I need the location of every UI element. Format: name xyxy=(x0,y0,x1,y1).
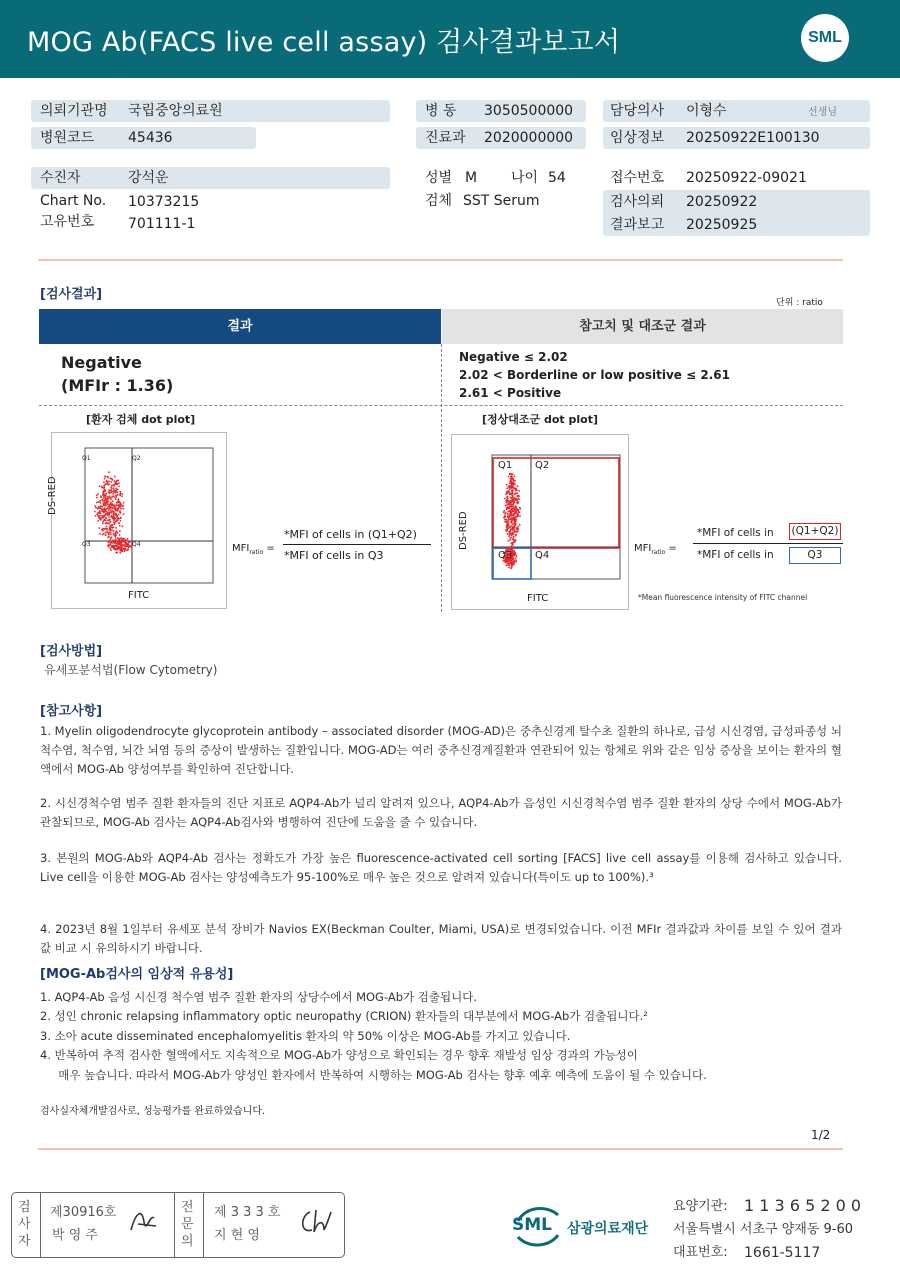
result-column-header: 결과 xyxy=(39,309,441,344)
reference-line-2: 2.02 < Borderline or low positive ≤ 2.61 xyxy=(459,368,730,382)
ward-label: 병 동 xyxy=(425,103,457,119)
divider-bottom xyxy=(38,1148,843,1150)
specialist-name: 지 현 영 xyxy=(214,1228,260,1243)
note-item-1: 1. Myelin oligodendrocyte glycoprotein antibody – associated disorder (MOG-AD)은 중추신경계 탈수초 질환의 하나로, 급성 시신경염, 급성파종성 뇌척수염, 척수염, 뇌간 뇌염 등의 증상이 발생하는 질환입니다. MOG-AD는 여러 중추신경계질환과 연관되어 있는 항체로 위와 같은 임상 증상을 보이는 환자의 혈액에서 MOG-Ab 양성여부를 확인하여 진단합니다. xyxy=(40,724,842,776)
inspector-label: 검사자 xyxy=(18,1200,31,1249)
sig-divider-2 xyxy=(174,1192,175,1258)
method-title: [검사방법] xyxy=(40,644,103,659)
specialist-label: 전문의 xyxy=(181,1200,194,1249)
foundation-name: 삼광의료재단 xyxy=(567,1221,649,1237)
formula-numerator-box: (Q1+Q2) xyxy=(789,523,841,540)
control-x-axis: FITC xyxy=(527,593,549,604)
signature-box xyxy=(11,1192,345,1258)
results-title: [검사결과] xyxy=(40,287,103,302)
footer-logo-text: SML xyxy=(512,1215,552,1235)
sig-divider-3 xyxy=(203,1192,204,1258)
sex-value: M xyxy=(465,170,478,186)
report-title: MOG Ab(FACS live cell assay) 검사결과보고서 xyxy=(27,27,621,58)
doctor-suffix: 선생님 xyxy=(808,107,837,118)
org-label: 요양기관: xyxy=(673,1199,728,1214)
result-value: Negative xyxy=(61,353,142,372)
control-q3: Q3 xyxy=(498,550,513,561)
validation-note: 검사실자체개발검사로, 성능평가를 완료하였습니다. xyxy=(40,1106,266,1117)
report-header xyxy=(0,0,900,78)
specimen-value: SST Serum xyxy=(463,193,540,209)
uid-label: 고유번호 xyxy=(40,214,95,230)
notes-title: [참고사항] xyxy=(40,704,103,719)
formula-denominator-right: *MFI of cells in xyxy=(697,549,774,561)
control-q4: Q4 xyxy=(535,550,550,561)
reference-line-1: Negative ≤ 2.02 xyxy=(459,350,568,364)
inspector-name: 박 영 주 xyxy=(52,1228,98,1243)
control-q1: Q1 xyxy=(498,460,513,471)
sig-divider-1 xyxy=(40,1192,41,1258)
name-label: 수진자 xyxy=(40,170,81,186)
specialist-signature xyxy=(296,1206,332,1238)
hospital-label: 의뢰기관명 xyxy=(40,103,108,119)
formula-line-left xyxy=(283,544,431,545)
inspector-signature xyxy=(128,1204,162,1238)
dept-value: 2020000000 xyxy=(484,130,574,146)
page-number: 1/2 xyxy=(811,1128,831,1142)
doctor-label: 담당의사 xyxy=(610,103,665,119)
patient-q2: Q2 xyxy=(132,455,141,462)
formula-denominator-box: Q3 xyxy=(789,547,841,564)
name-value: 강석운 xyxy=(128,170,169,186)
reference-line-3: 2.61 < Positive xyxy=(459,386,562,400)
request-value: 20250922 xyxy=(686,194,758,210)
patient-y-axis: DS-RED xyxy=(47,476,58,515)
request-label: 검사의뢰 xyxy=(610,194,665,210)
specialist-number: 제 3 3 3 호 xyxy=(214,1205,281,1220)
clinical-use-item-4b: 매우 높습니다. 따라서 MOG-Ab가 양성인 환자에서 반복하여 시행하는 MOG-Ab 검사는 향후 예후 예측에 도움이 될 수 있습니다. xyxy=(40,1068,707,1082)
results-vertical-divider xyxy=(441,344,442,612)
formula-line-right xyxy=(693,543,843,544)
dept-label: 진료과 xyxy=(425,130,466,146)
reference-column-header: 참고치 및 대조군 결과 xyxy=(442,309,843,344)
clinical-use-item-3: 3. 소아 acute disseminated encephalomyelitis 환자의 약 50% 이상은 MOG-Ab를 가지고 있습니다. xyxy=(40,1029,571,1043)
note-item-3: 3. 본원의 MOG-Ab와 AQP4-Ab 검사는 정확도가 가장 높은 fluorescence-activated cell sorting [FACS] live cell assay를 이용해 검사하고 있습니다. Live cell을 이용한 MOG-Ab 검사는 양성예측도가 95-100%로 매우 높은 것으로 알려져 있습니다(특이도 up to 100%).³ xyxy=(40,851,842,884)
note-item-4: 4. 2023년 8월 1일부터 유세포 분석 장비가 Navios EX(Beckman Coulter, Miami, USA)로 변경되었습니다. 이전 MFIr 결과값과 차이를 보일 수 있어 결과값 비교 시 유의하시기 바랍니다. xyxy=(40,922,842,955)
specimen-label: 검체 xyxy=(425,193,453,209)
ward-value: 3050500000 xyxy=(484,103,574,119)
control-q2: Q2 xyxy=(535,460,550,471)
control-plot-title: [정상대조군 dot plot] xyxy=(482,413,598,426)
receipt-value: 20250922-09021 xyxy=(686,170,807,186)
code-value: 45436 xyxy=(128,130,173,146)
age-value: 54 xyxy=(548,170,566,186)
divider-top xyxy=(38,259,843,261)
control-y-axis: DS-RED xyxy=(458,511,469,550)
clinical-label: 임상정보 xyxy=(610,130,665,146)
report-value: 20250925 xyxy=(686,217,758,233)
hospital-value: 국립중앙의료원 xyxy=(128,103,223,119)
chart-label: Chart No. xyxy=(40,193,107,209)
doctor-value: 이형수 xyxy=(686,103,727,119)
mfi-label-right: $MFI_{ratio}$ = xyxy=(634,543,677,556)
age-label: 나이 xyxy=(511,170,539,186)
patient-plot-title: [환자 검체 dot plot] xyxy=(86,413,196,426)
mfi-label-left: $MFI_{ratio}$ = xyxy=(232,543,275,556)
patient-x-axis: FITC xyxy=(128,590,150,601)
phone-label: 대표번호: xyxy=(673,1245,728,1260)
sex-label: 성별 xyxy=(425,170,453,186)
mfi-footnote: *Mean fluorescence intensity of FITC channel xyxy=(638,593,808,602)
name-row xyxy=(31,167,390,189)
unit-label: 단위 : ratio xyxy=(776,298,823,308)
result-mfi: (MFIr : 1.36) xyxy=(61,376,174,395)
patient-q4: Q4 xyxy=(132,541,141,548)
clinical-use-item-1: 1. AQP4-Ab 음성 시신경 척수염 범주 질환 환자의 상당수에서 MOG-Ab가 검출됩니다. xyxy=(40,990,477,1004)
clinical-use-item-2: 2. 성인 chronic relapsing inflammatory optic neuropathy (CRION) 환자들의 대부분에서 MOG-Ab가 검출됩니다.² xyxy=(40,1009,648,1023)
clinical-use-title: [MOG-Ab검사의 임상적 유용성] xyxy=(40,967,234,982)
org-number: 1 1 3 6 5 2 0 0 xyxy=(744,1196,862,1215)
note-item-2: 2. 시신경척수염 범주 질환 환자들의 진단 지표로 AQP4-Ab가 널리 알려져 있으나, AQP4-Ab가 음성인 시신경척수염 범주 질환 환자의 상당 수에서 MOG-Ab가 관찰되므로, MOG-Ab 검사는 AQP4-Ab검사와 병행하여 진단에 도움을 줄 수 있습니다. xyxy=(40,796,842,829)
code-label: 병원코드 xyxy=(40,130,95,146)
formula-numerator-left: *MFI of cells in (Q1+Q2) xyxy=(284,528,417,541)
patient-q3: Q3 xyxy=(82,541,91,548)
receipt-label: 접수번호 xyxy=(610,170,665,186)
method-text: 유세포분석법(Flow Cytometry) xyxy=(44,663,218,677)
formula-numerator-right: *MFI of cells in xyxy=(697,527,774,539)
formula-denominator-left: *MFI of cells in Q3 xyxy=(284,549,384,562)
inspector-number: 제30916호 xyxy=(50,1205,117,1220)
chart-value: 10373215 xyxy=(128,194,200,210)
patient-q1: Q1 xyxy=(82,455,91,462)
uid-value: 701111-1 xyxy=(128,216,196,232)
phone-number: 1661-5117 xyxy=(744,1245,821,1261)
sml-logo: SML xyxy=(801,14,849,62)
clinical-value: 20250922E100130 xyxy=(686,130,820,146)
report-label: 결과보고 xyxy=(610,217,665,233)
clinical-use-item-4a: 4. 반복하여 추적 검사한 혈액에서도 지속적으로 MOG-Ab가 양성으로 확인되는 경우 향후 재발성 임상 경과의 가능성이 xyxy=(40,1048,638,1062)
address: 서울특별시 서초구 양재동 9-60 xyxy=(673,1222,854,1237)
